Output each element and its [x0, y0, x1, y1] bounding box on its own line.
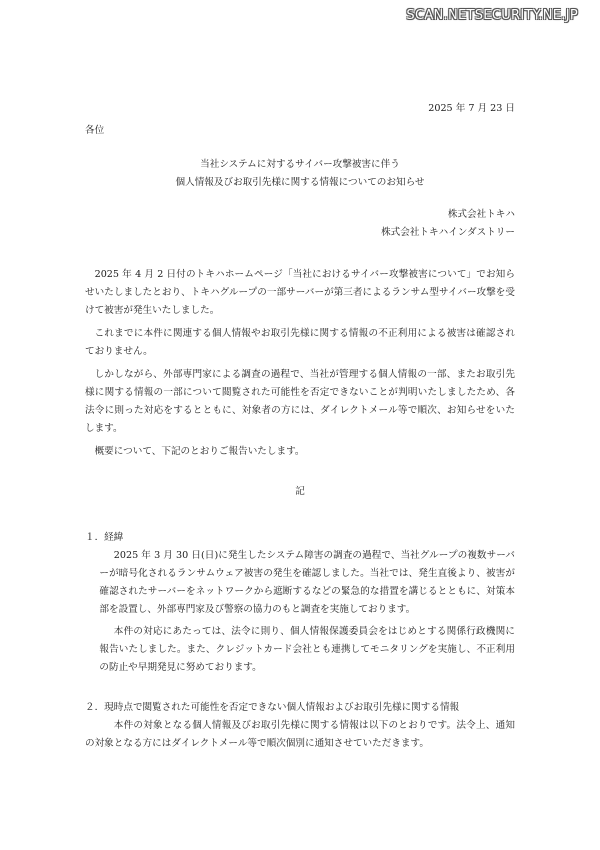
- intro-paragraph: しかしながら、外部専門家による調査の過程で、当社が管理する個人情報の一部、またお取引先様に関する情報の一部について閲覧された可能性を否定できないことが判明いたしましたため、各法令に則った対応をするとともに、対象者の方には、ダイレクトメール等で順次、お知らせをいたします。: [85, 369, 515, 434]
- section-paragraph: 本件の対象となる個人情報及びお取引先様に関する情報は以下のとおりです。法令上、通知の対象となる方にはダイレクトメール等で順次個別に通知させていただきます。: [85, 720, 515, 749]
- section-affected-information: [85, 699, 515, 753]
- section-heading: ２．現時点で閲覧された可能性を否定できない個人情報およびお取引先様に関する情報: [85, 702, 460, 713]
- source-watermark: SCAN.NETSECURITY.NE.JP: [406, 8, 578, 23]
- issuer: [85, 206, 515, 242]
- section-heading: １．経緯: [85, 532, 124, 543]
- section-paragraph: 2025 年 3 月 30 日(日)に発生したシステム障害の調査の過程で、当社グループの複数サーバーが暗号化されるランサムウェア被害の発生を確認しました。当社では、発生直後より、被害が確認されたサーバーをネットワークから遮断するなどの緊急的な措置を講じるとともに、対策本部を設置し、外部専門家及び警察の協力のもと調査を実施しております。: [99, 550, 515, 615]
- title-line-1: 当社システムに対するサイバー攻撃被害に伴う: [200, 159, 400, 170]
- intro-body: [85, 266, 515, 461]
- document-title: [85, 156, 515, 192]
- section-body: [85, 717, 515, 753]
- issuer-company-1: 株式会社トキハ: [447, 209, 515, 220]
- section-background: [85, 529, 515, 677]
- notice-document: [85, 100, 515, 753]
- intro-paragraph: 2025 年 4 月 2 日付のトキハホームページ「当社におけるサイバー攻撃被害について」でお知らせいたしましたとおり、トキハグループの一部サーバーが第三者によるランサム型サイバー攻撃を受けて被害が発生いたしました。: [85, 269, 515, 316]
- intro-paragraph: 概要について、下記のとおりご報告いたします。: [94, 446, 305, 457]
- section-paragraph: 本件の対応にあたっては、法令に則り、個人情報保護委員会をはじめとする関係行政機関に報告いたしました。また、クレジットカード会社とも連携してモニタリングを実施し、不正利用の防止や早期発見に努めております。: [99, 626, 515, 673]
- recipients: 各位: [85, 125, 105, 136]
- document-date: 2025 年 7 月 23 日: [428, 103, 515, 114]
- intro-paragraph: これまでに本件に関連する個人情報やお取引先様に関する情報の不正利用による被害は確認されておりません。: [85, 328, 515, 357]
- issuer-company-2: 株式会社トキハインダストリー: [381, 227, 515, 238]
- section-body: [85, 547, 515, 677]
- title-line-2: 個人情報及びお取引先様に関する情報についてのお知らせ: [175, 177, 425, 188]
- ki-marker: 記: [295, 486, 305, 497]
